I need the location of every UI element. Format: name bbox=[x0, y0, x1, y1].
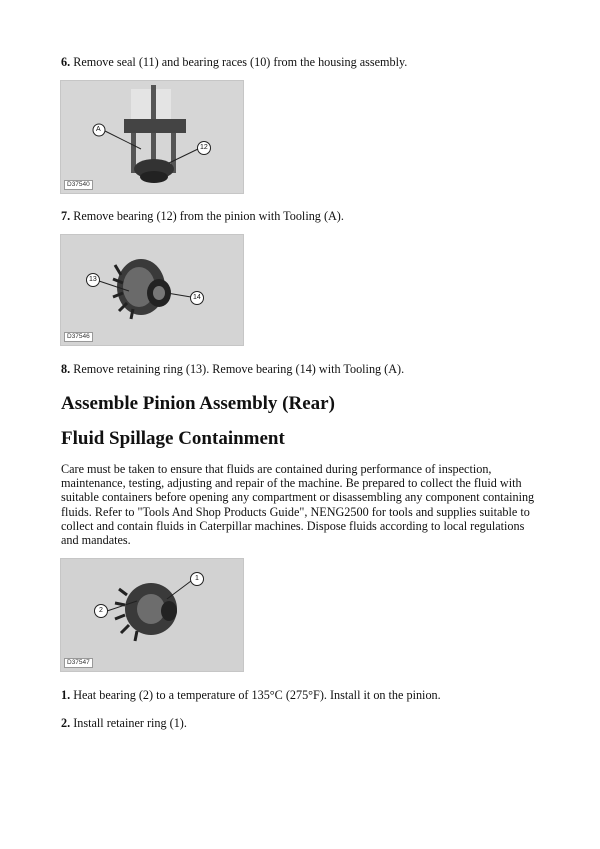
callout-1: 1 bbox=[195, 575, 199, 582]
paragraph-line: fluids. Refer to "Tools And Shop Products Guide", NENG2500 for tools and supplies suitable to bbox=[61, 504, 530, 519]
paragraph-line: collect and contain fluids in Caterpillar machines. Dispose fluids according to local regulations bbox=[61, 518, 525, 533]
paragraph-line: suitable containers before opening any compartment or disassembling any component containing bbox=[61, 490, 535, 505]
figure-pinion-bearing bbox=[60, 234, 244, 346]
paragraph-line: maintenance, testing, adjusting and repair of the machine. Be prepared to collect the fluid with bbox=[61, 476, 522, 491]
callout-12: 12 bbox=[200, 144, 208, 151]
figure-id: D37546 bbox=[64, 332, 93, 342]
subsection-heading: Fluid Spillage Containment bbox=[61, 428, 285, 449]
paragraph-line: Care must be taken to ensure that fluids are contained during performance of inspection, bbox=[61, 462, 492, 476]
step-6 bbox=[61, 55, 407, 70]
paragraph-line: and mandates. bbox=[61, 533, 131, 548]
step-text: Remove seal (11) and bearing races (10) from the housing assembly. bbox=[73, 55, 408, 69]
step-number: 8. bbox=[61, 362, 71, 376]
step-number: 2. bbox=[61, 716, 71, 730]
step-text: Remove bearing (12) from the pinion with Tooling (A). bbox=[73, 209, 344, 223]
section-heading: Assemble Pinion Assembly (Rear) bbox=[61, 393, 335, 414]
step-text: Remove retaining ring (13). Remove bearing (14) with Tooling (A). bbox=[73, 362, 405, 376]
puller-illustration bbox=[61, 81, 243, 193]
callout-14: 14 bbox=[193, 294, 201, 301]
callout-2: 2 bbox=[99, 607, 103, 614]
figure-id: D37547 bbox=[64, 658, 93, 668]
step-7 bbox=[61, 209, 344, 224]
figure-id: D37540 bbox=[64, 180, 93, 190]
install-illustration bbox=[61, 559, 243, 671]
step-number: 1. bbox=[61, 688, 71, 702]
step-number: 7. bbox=[61, 209, 71, 223]
callout-13: 13 bbox=[89, 276, 97, 283]
step-number: 6. bbox=[61, 55, 71, 69]
step-8 bbox=[61, 362, 404, 377]
step-text: Heat bearing (2) to a temperature of 135°C (275°F). Install it on the pinion. bbox=[73, 688, 441, 702]
step-text: Install retainer ring (1). bbox=[73, 716, 187, 730]
figure-tooling-puller bbox=[60, 80, 244, 194]
pinion-illustration bbox=[61, 235, 243, 345]
step-2 bbox=[61, 716, 187, 731]
step-1 bbox=[61, 688, 441, 703]
fluid-spillage-paragraph bbox=[61, 462, 539, 547]
callout-a: A bbox=[96, 126, 101, 133]
figure-install-bearing bbox=[60, 558, 244, 672]
